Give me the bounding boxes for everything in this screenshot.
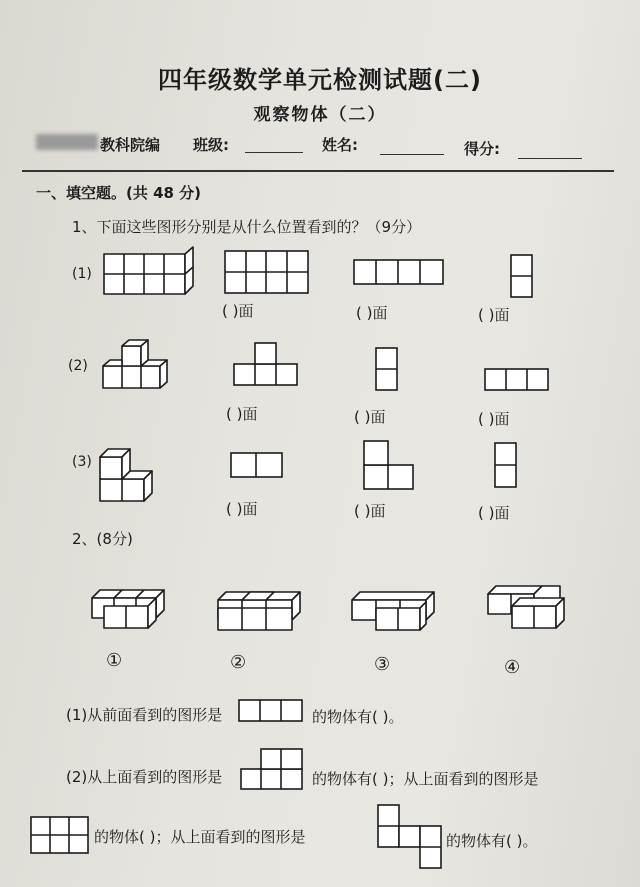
name-field[interactable] — [380, 154, 444, 155]
page-title: 四年级数学单元检测试题(二) — [158, 66, 482, 94]
row-1-answer-c[interactable]: ( )面 — [478, 306, 510, 324]
q2-sub2-text-b[interactable]: 的物体有( )；从上面看到的图形是 — [312, 770, 539, 788]
q2-sub3-text-a[interactable]: 的物体( )；从上面看到的图形是 — [94, 828, 306, 846]
row-2-solid-figure — [100, 342, 170, 394]
q2-figure-label-1: ① — [106, 650, 123, 671]
q2-sub3-view-figure-a — [30, 816, 92, 856]
row-1-view-b — [353, 259, 445, 287]
row-1-label: (1) — [72, 266, 92, 282]
q2-sub1-text-b[interactable]: 的物体有( )。 — [312, 708, 404, 726]
row-1-view-c — [510, 254, 534, 300]
publisher-label: 教科院编 — [100, 136, 161, 154]
row-2-answer-a[interactable]: ( )面 — [226, 405, 258, 423]
row-1-answer-a[interactable]: ( )面 — [222, 302, 254, 320]
row-2-answer-b[interactable]: ( )面 — [354, 408, 386, 426]
row-3-answer-b[interactable]: ( )面 — [354, 502, 386, 520]
class-field[interactable] — [245, 152, 303, 153]
q2-solid-figure-1 — [90, 584, 170, 634]
q2-solid-figure-2 — [216, 586, 306, 634]
row-3-solid-figure — [98, 447, 158, 505]
q2-solid-figure-4 — [486, 580, 566, 638]
row-1-solid-figure — [96, 246, 196, 301]
row-3-answer-a[interactable]: ( )面 — [226, 500, 258, 518]
row-2-view-c — [484, 368, 550, 392]
question-2-prompt: 2、(8分) — [72, 530, 133, 548]
score-field[interactable] — [518, 158, 582, 159]
row-2-label: (2) — [68, 358, 88, 374]
header-rule — [22, 170, 614, 172]
q2-sub3-text-b[interactable]: 的物体有( )。 — [446, 832, 538, 850]
question-1-prompt: 1、下面这些图形分别是从什么位置看到的？（9分） — [72, 218, 422, 236]
q2-figure-label-2: ② — [230, 652, 247, 673]
score-label: 得分: — [464, 140, 500, 158]
row-1-answer-b[interactable]: ( )面 — [356, 304, 388, 322]
q2-sub2-text-a: (2)从上面看到的图形是 — [66, 768, 223, 786]
page-subtitle: 观察物体（二） — [253, 105, 387, 125]
q2-sub1-view-figure — [238, 699, 304, 725]
q2-sub2-view-figure — [240, 748, 304, 792]
row-3-view-c — [494, 442, 518, 490]
q2-solid-figure-3 — [350, 586, 440, 634]
section-heading: 一、填空题。(共 48 分) — [36, 184, 202, 202]
q2-sub1-text-a: (1)从前面看到的图形是 — [66, 706, 223, 724]
row-2-answer-c[interactable]: ( )面 — [478, 410, 510, 428]
row-1-view-a — [224, 250, 310, 296]
q2-figure-label-4: ④ — [504, 657, 521, 678]
row-2-view-a — [233, 342, 299, 388]
name-label: 姓名: — [322, 136, 358, 154]
row-3-view-a — [230, 452, 284, 480]
class-label: 班级: — [193, 136, 229, 154]
row-2-view-b — [375, 347, 399, 393]
q2-sub3-view-figure-b — [377, 804, 443, 870]
row-3-view-b — [363, 440, 415, 492]
q2-figure-label-3: ③ — [374, 654, 391, 675]
row-3-label: (3) — [72, 454, 92, 470]
redacted-school-name — [36, 134, 98, 150]
row-3-answer-c[interactable]: ( )面 — [478, 504, 510, 522]
